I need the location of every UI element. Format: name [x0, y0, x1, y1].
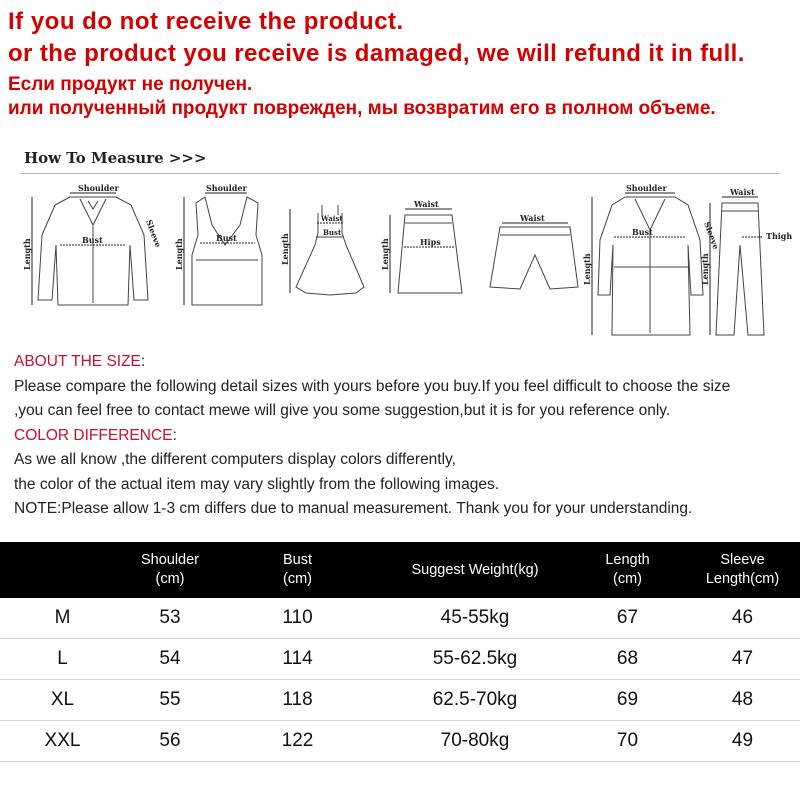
header-suggest-weight: Suggest Weight(kg) — [380, 542, 570, 598]
bust-label: Bust — [216, 233, 237, 243]
shoulder-label: Shoulder — [206, 183, 247, 193]
notice-line-3: Если продукт не получен. — [8, 74, 253, 95]
shoulder-cell: 55 — [125, 680, 215, 721]
table-row — [0, 639, 800, 680]
table-row — [0, 721, 800, 762]
tank-top-diagram — [174, 183, 262, 305]
length-label: Length — [280, 233, 290, 265]
sleeve-label: Sleeve — [144, 218, 164, 249]
header-bust: Bust (cm) — [215, 542, 380, 598]
header-length: Length (cm) — [570, 542, 685, 598]
size-cell: XXL — [0, 721, 125, 762]
about-size-line-2: ,you can feel free to contact mewe will give you some suggestion,but it is for you reference only. — [14, 402, 671, 419]
length-cell: 70 — [570, 721, 685, 762]
size-notes — [14, 350, 800, 522]
weight-cell: 55-62.5kg — [380, 639, 570, 680]
shoulder-cell: 53 — [125, 598, 215, 639]
weight-cell: 45-55kg — [380, 598, 570, 639]
length-cell: 69 — [570, 680, 685, 721]
waist-label: Waist — [520, 213, 545, 223]
garment-diagrams — [0, 175, 800, 345]
bust-cell: 122 — [215, 721, 380, 762]
waist-label: Waist — [730, 187, 755, 197]
sleeve-cell: 49 — [685, 721, 800, 762]
divider — [20, 173, 780, 174]
shorts-diagram — [490, 213, 578, 289]
note-line: NOTE:Please allow 1-3 cm differs due to manual measurement. Thank you for your understanding. — [14, 500, 693, 517]
shoulder-label: Shoulder — [626, 183, 667, 193]
bust-label: Bust — [632, 227, 653, 237]
skirt-diagram — [380, 199, 462, 293]
bust-cell: 118 — [215, 680, 380, 721]
length-cell: 68 — [570, 639, 685, 680]
weight-cell: 70-80kg — [380, 721, 570, 762]
about-size-line-1: Please compare the following detail sizes with yours before you buy.If you feel difficult to choose the size — [14, 377, 731, 395]
thigh-label: Thigh — [766, 231, 793, 241]
size-cell: XL — [0, 680, 125, 721]
waist-label: Waist — [414, 199, 439, 209]
sleeve-cell: 48 — [685, 680, 800, 721]
header-size — [0, 542, 125, 598]
how-to-measure-title: How To Measure >>> — [24, 149, 207, 167]
color-difference-line-2: the color of the actual item may vary slightly from the following images. — [14, 475, 500, 493]
header-sleeve-length: Sleeve Length(cm) — [685, 542, 800, 598]
shoulder-cell: 54 — [125, 639, 215, 680]
bust-cell: 114 — [215, 639, 380, 680]
notice-line-1: If you do not receive the product. — [8, 8, 404, 35]
waist-label: Waist — [321, 214, 343, 223]
size-cell: L — [0, 639, 125, 680]
header-shoulder: Shoulder (cm) — [125, 542, 215, 598]
length-label: Length — [174, 238, 184, 270]
length-label: Length — [582, 253, 592, 285]
bust-label: Bust — [323, 228, 342, 237]
dress-diagram — [280, 205, 364, 295]
bust-cell: 110 — [215, 598, 380, 639]
notice-line-2: or the product you receive is damaged, we will refund it in full. — [8, 40, 745, 67]
pants-diagram — [700, 187, 792, 335]
size-chart-table — [0, 542, 800, 762]
shoulder-label: Shoulder — [78, 183, 119, 193]
hips-label: Hips — [420, 237, 441, 247]
length-label: Length — [22, 238, 32, 270]
about-size-heading: ABOUT THE SIZE: — [14, 353, 146, 370]
size-cell: M — [0, 598, 125, 639]
sleeve-cell: 47 — [685, 639, 800, 680]
table-row — [0, 598, 800, 639]
length-label: Length — [700, 253, 710, 285]
bust-label: Bust — [82, 235, 103, 245]
sleeve-label: Sleeve — [702, 220, 722, 251]
length-cell: 67 — [570, 598, 685, 639]
color-difference-heading: COLOR DIFFERENCE: — [14, 426, 177, 444]
shoulder-cell: 56 — [125, 721, 215, 762]
length-label: Length — [380, 238, 390, 270]
table-header-row — [0, 542, 800, 598]
weight-cell: 62.5-70kg — [380, 680, 570, 721]
sleeve-cell: 46 — [685, 598, 800, 639]
blouse-diagram — [22, 183, 163, 305]
color-difference-line-1: As we all know ,the different computers display colors differently, — [14, 451, 456, 468]
notice-line-4: или полученный продукт поврежден, мы возвратим его в полном объеме. — [8, 98, 716, 119]
refund-notice — [0, 0, 800, 132]
how-to-measure-section — [0, 135, 800, 345]
table-row — [0, 680, 800, 721]
